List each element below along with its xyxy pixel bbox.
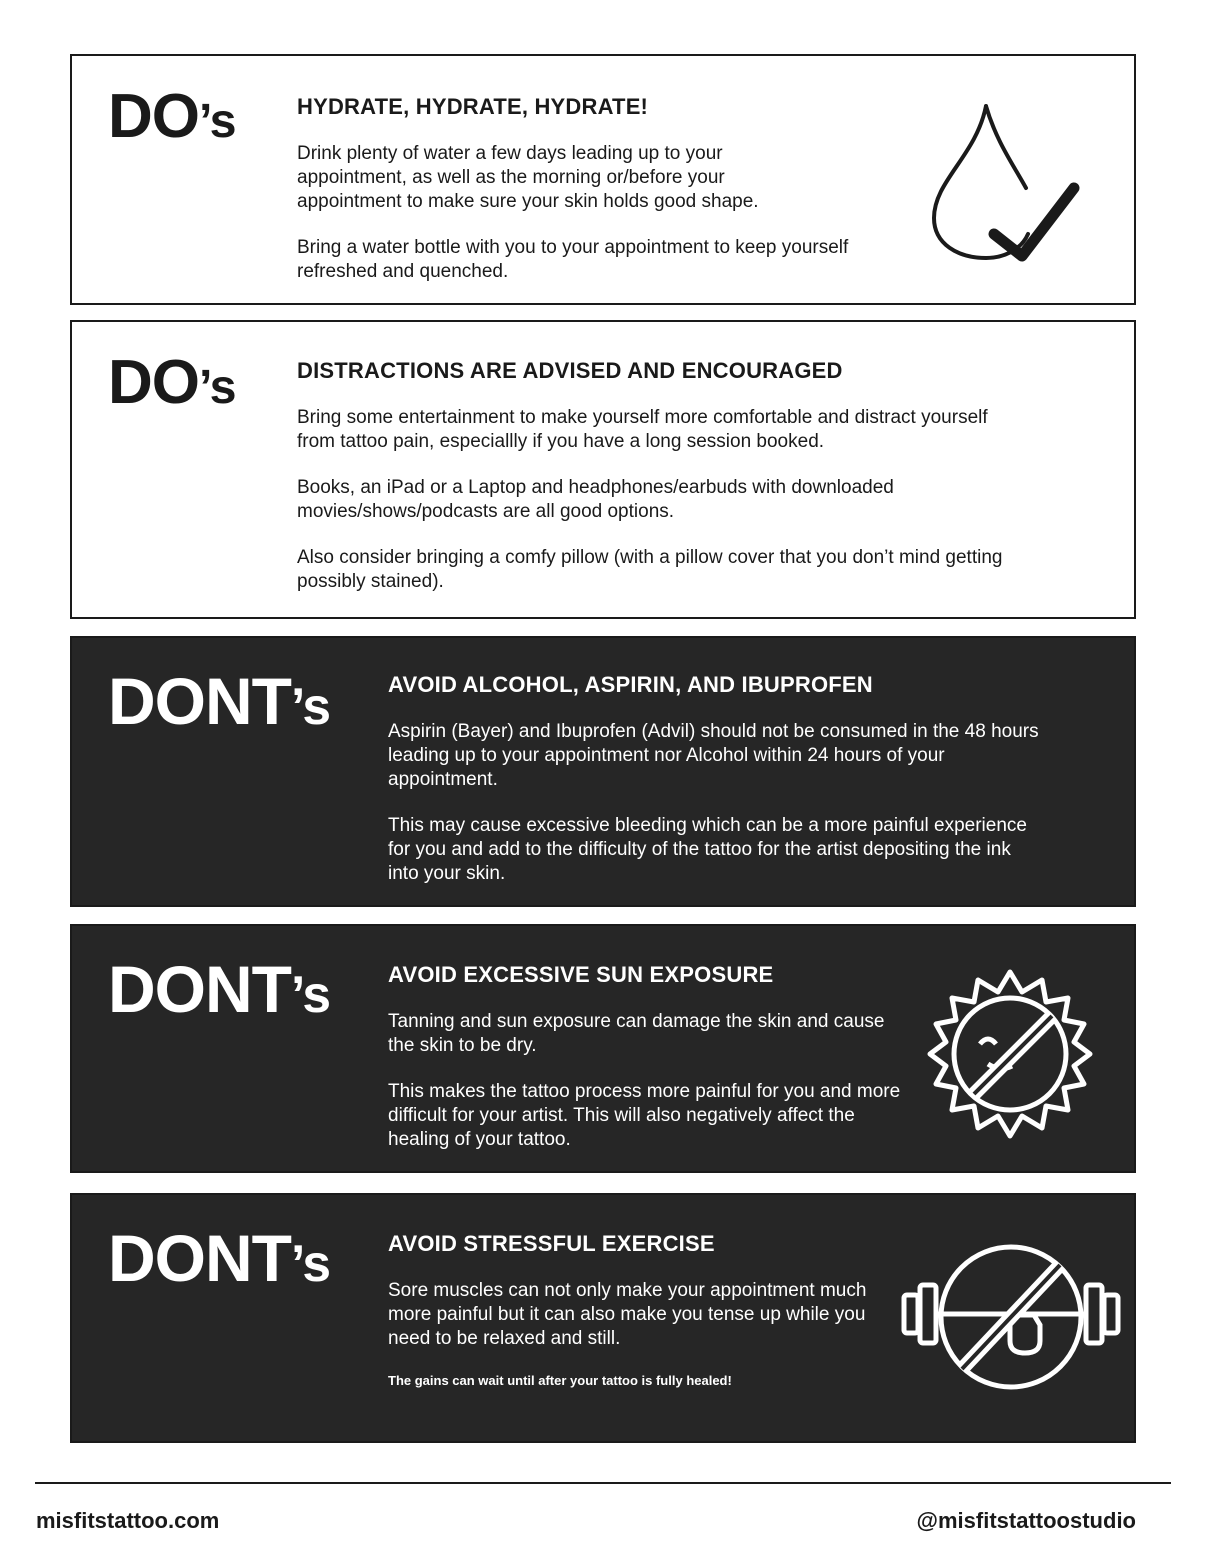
card-paragraph: Drink plenty of water a few days leading up to your appointment, as well as the morning or/before your appointment to make sure your skin holds good shape.: [297, 143, 759, 212]
card-body: [388, 962, 928, 1174]
donts-card-alcohol: [70, 636, 1136, 907]
donts-card-sun: [70, 924, 1136, 1173]
card-heading: HYDRATE, HYDRATE, HYDRATE!: [297, 94, 649, 119]
dos-card-hydrate: [70, 54, 1136, 305]
card-paragraph: This makes the tattoo process more painful for you and more difficult for your artist. This will also negatively affect the healing of your tattoo.: [388, 1081, 901, 1150]
no-exercise-icon: [898, 1239, 1124, 1399]
card-paragraph: Also consider bringing a comfy pillow (with a pillow cover that you don’t mind getting possibly stained).: [297, 547, 1003, 592]
dos-tag: DO’s: [108, 82, 236, 151]
card-paragraph: Sore muscles can not only make your appointment much more painful but it can also make you tense up while you need to be relaxed and still.: [388, 1280, 867, 1349]
footer-divider: [35, 1482, 1171, 1484]
footer-website[interactable]: misfitstattoo.com: [36, 1508, 220, 1533]
dos-tag: DO’s: [108, 348, 236, 417]
card-paragraph: This may cause excessive bleeding which can be a more painful experience for you and add to the difficulty of the tattoo for the artist depositing the ink into your skin.: [388, 815, 1027, 884]
card-paragraph: Books, an iPad or a Laptop and headphones/earbuds with downloaded movies/shows/podcasts are all good options.: [297, 477, 894, 522]
footer-social-handle[interactable]: @misfitstattoostudio: [916, 1508, 1136, 1533]
card-heading: AVOID EXCESSIVE SUN EXPOSURE: [388, 962, 774, 987]
card-heading: DISTRACTIONS ARE ADVISED AND ENCOURAGED: [297, 358, 843, 383]
donts-tag: DONT’s: [108, 1221, 330, 1295]
card-paragraph: Bring some entertainment to make yourself more comfortable and distract yourself from tattoo pain, especiallly if you have a long session booked.: [297, 407, 988, 452]
card-body: [297, 358, 1037, 616]
dos-card-distractions: [70, 320, 1136, 619]
card-body: [388, 672, 1068, 908]
card-heading: AVOID ALCOHOL, ASPIRIN, AND IBUPROFEN: [388, 672, 873, 697]
card-heading: AVOID STRESSFUL EXERCISE: [388, 1231, 715, 1256]
donts-tag: DONT’s: [108, 952, 330, 1026]
water-drop-check-icon: [924, 96, 1084, 266]
no-sun-icon: [922, 966, 1098, 1142]
donts-tag: DONT’s: [108, 664, 330, 738]
card-body: [388, 1231, 948, 1388]
card-paragraph: Tanning and sun exposure can damage the skin and cause the skin to be dry.: [388, 1011, 885, 1056]
fine-print: The gains can wait until after your tattoo is fully healed!: [388, 1373, 732, 1388]
card-paragraph: Bring a water bottle with you to your appointment to keep yourself refreshed and quenched.: [297, 237, 849, 282]
card-paragraph: Aspirin (Bayer) and Ibuprofen (Advil) should not be consumed in the 48 hours leading up to your appointment nor Alcohol within 24 hours of your appointment.: [388, 721, 1039, 790]
donts-card-exercise: [70, 1193, 1136, 1443]
